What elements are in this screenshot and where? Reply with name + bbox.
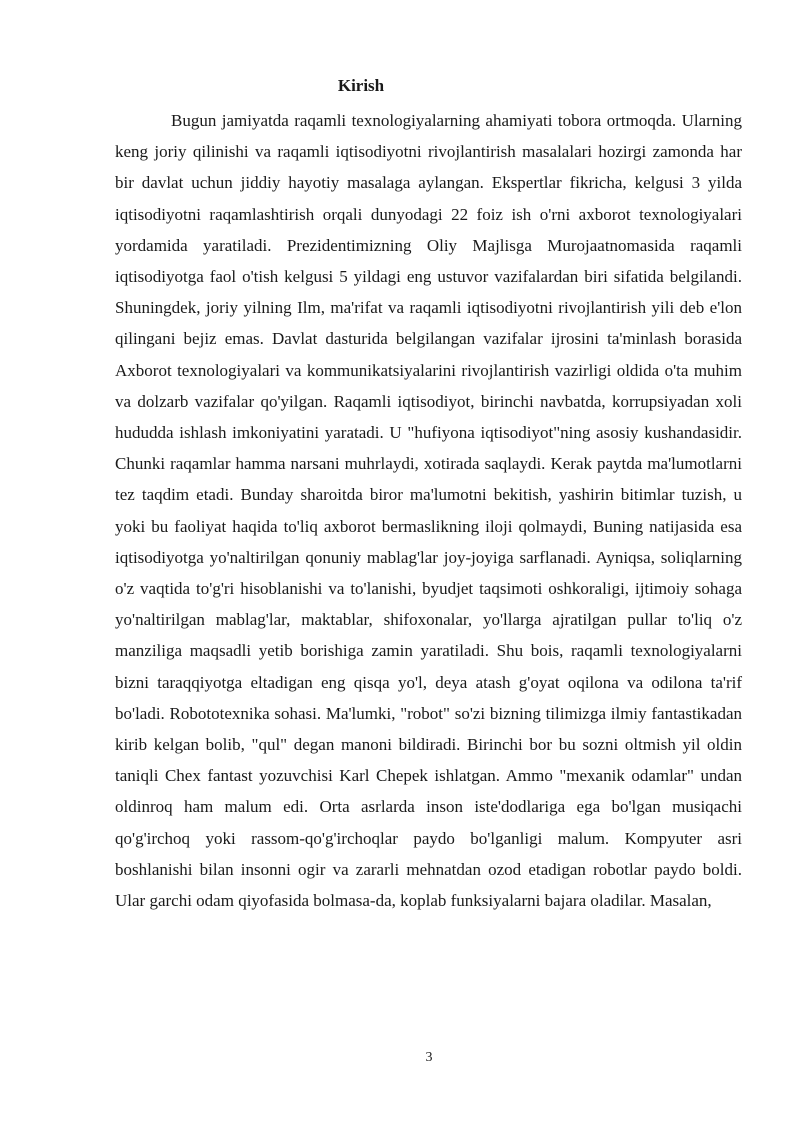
page-title: Kirish xyxy=(337,76,385,95)
page-number: 3 xyxy=(425,1050,433,1065)
body-paragraph: Bugun jamiyatda raqamli texnologiyalarning ahamiyati tobora ortmoqda. Ularning keng joriy qilinishi va raqamli iqtisodiyotni rivojlantirish masalalari hozirgi zamonda har bir davlat uchun jiddiy hayotiy masalaga aylangan. Ekspertlar fikricha, kelgusi 3 yilda iqtisodiyotni raqamlashtirish orqali dunyodagi 22 foiz ish o'rni axborot texnologiyalari yordamida yaratiladi. Prezidentimizning Oliy Majlisga Murojaatnomasida raqamli iqtisodiyotga faol o'tish kelgusi 5 yildagi eng ustuvor vazifalardan biri sifatida belgilandi. Shuningdek, joriy yilning Ilm, ma'rifat va raqamli iqtisodiyotni rivojlantirish yili deb e'lon qilingani bejiz emas. Davlat dasturida belgilangan vazifalar ijrosini ta'minlash borasida Axborot texnologiyalari va kommunikatsiyalarini rivojlantirish vazirligi oldida o'ta muhim va dolzarb vazifalar qo'yilgan. Raqamli iqtisodiyot, birinchi navbatda, korrupsiyadan xoli hududda ishlash imkoniyatini yaratadi. U "hufiyona iqtisodiyot"ning asosiy kushandasidir. Chunki raqamlar hamma narsani muhrlaydi, xotirada saqlaydi. Kerak paytda ma'lumotlarni tez taqdim etadi. Bunday sharoitda biror ma'lumotni bekitish, yashirin bitimlar tuzish, u yoki bu faoliyat haqida to'liq axborot bermaslikning iloji qolmaydi, Buning natijasida esa iqtisodiyotga yo'naltirilgan qonuniy mablag'lar joy-joyiga sarflanadi. Ayniqsa, soliqlarning o'z vaqtida to'g'ri hisoblanishi va to'lanishi, byudjet taqsimoti oshkoraligi, ijtimoiy sohaga yo'naltirilgan mablag'lar, maktablar, shifoxonalar, yo'llarga ajratilgan pullar to'liq o'z manziliga maqsadli yetib borishiga zamin yaratiladi. Shu bois, raqamli texnologiyalarni bizni taraqqiyotga eltadigan eng qisqa yo'l, deya atash g'oyat oqilona va odilona ta'rif bo'ladi. Robototexnika sohasi. Ma'lumki, "robot" so'zi bizning tilimizga ilmiy fantastikadan kirib kelgan bolib, "qul" degan manoni bildiradi. Birinchi bor bu sozni oltmish yil oldin taniqli Chex fantast yozuvchisi Karl Chepek ishlatgan. Ammo "mexanik odamlar" undan oldinroq ham malum edi. Orta asrlarda inson iste'dodlariga ega bo'lgan musiqachi qo'g'irchoq yoki rassom-qo'g'irchoqlar paydo bo'lganligi malum. Kompyuter asri boshlanishi bilan insonni ogir va zararli mehnatdan ozod etadigan robotlar paydo boldi. Ular garchi odam qiyofasida bolmasa-da, koplab funksiyalarni bajara oladilar. Masalan, xyxy=(115,111,742,911)
